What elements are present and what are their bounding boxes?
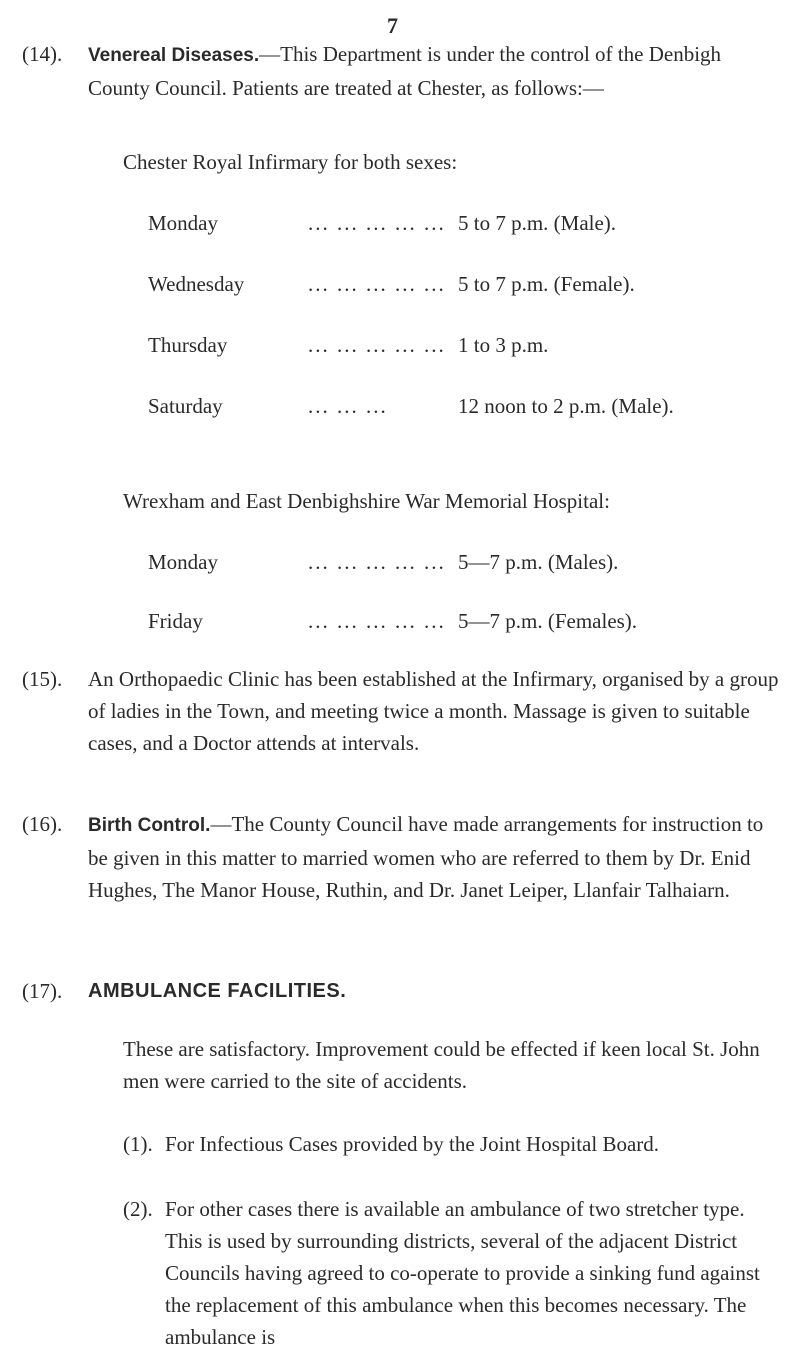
- section-number: (16).: [22, 812, 63, 836]
- leader-dots: ... ... ... ... ...: [308, 333, 446, 357]
- section-heading: Venereal Diseases.: [88, 45, 260, 66]
- schedule-row: [148, 546, 788, 578]
- item-number: (1).: [123, 1132, 153, 1156]
- schedule-time: 5—7 p.m. (Males).: [458, 550, 619, 574]
- section-16: [22, 808, 782, 906]
- page-number: 7: [387, 13, 398, 38]
- ambulance-intro: These are satisfactory. Improvement could be effected if keen local St. John men were carried to the site of accidents.: [123, 1037, 760, 1093]
- leader-dots: ... ... ... ... ...: [308, 272, 446, 296]
- schedule-day: Friday: [148, 609, 203, 633]
- schedule-time: 12 noon to 2 p.m. (Male).: [458, 394, 674, 418]
- item-text: For other cases there is available an ambulance of two stretcher type. This is used by surrounding districts, several of the adjacent District Councils having agreed to co-operate to provide a sinking fund against the replacement of this ambulance when this becomes necessary. The ambulance is: [165, 1197, 760, 1349]
- schedule-row: [148, 605, 788, 637]
- section-16-body: [88, 808, 782, 906]
- section-number: (17).: [22, 979, 63, 1003]
- schedule-row: [148, 329, 788, 361]
- schedule-row: [148, 207, 788, 239]
- section-number: (14).: [22, 42, 63, 66]
- schedule-time: 1 to 3 p.m.: [458, 333, 549, 357]
- section-15: [22, 663, 782, 759]
- list-item: [123, 1193, 783, 1353]
- wrexham-schedule-title: Wrexham and East Denbighshire War Memorial Hospital:: [123, 489, 610, 513]
- leader-dots: ... ... ... ... ...: [308, 550, 446, 574]
- section-text: —The County Council have made arrangements for instruction to be given in this matter to married women who are referred to them by Dr. Enid Hughes, The Manor House, Ruthin, and Dr. Janet Leiper, Llanfair Talhaiarn.: [88, 812, 764, 902]
- schedule-day: Wednesday: [148, 272, 245, 296]
- leader-dots: ... ... ... ... ...: [308, 211, 446, 235]
- schedule-time: 5—7 p.m. (Females).: [458, 609, 638, 633]
- schedule-day: Monday: [148, 550, 218, 574]
- section-number: (15).: [22, 667, 63, 691]
- section-14: [22, 38, 782, 104]
- schedule-day: Thursday: [148, 333, 228, 357]
- section-17: [22, 975, 782, 1007]
- item-text: For Infectious Cases provided by the Joint Hospital Board.: [165, 1132, 660, 1156]
- schedule-day: Saturday: [148, 394, 223, 418]
- list-item: [123, 1128, 783, 1160]
- section-heading: Birth Control.: [88, 815, 211, 836]
- chester-schedule-title: Chester Royal Infirmary for both sexes:: [123, 150, 458, 174]
- leader-dots: ... ... ... ... ...: [308, 609, 446, 633]
- section-text: An Orthopaedic Clinic has been established at the Infirmary, organised by a group of ladies in the Town, and meeting twice a month. Massage is given to suitable cases, and a Doctor attends at intervals.: [88, 667, 779, 755]
- schedule-row: [148, 268, 788, 300]
- leader-dots: ... ... ...: [308, 394, 388, 418]
- schedule-time: 5 to 7 p.m. (Male).: [458, 211, 617, 235]
- section-14-body: [88, 38, 782, 104]
- section-text: —This Department is under the control of the Denbigh County Council. Patients are treated at Chester, as follows:—: [88, 42, 722, 100]
- item-number: (2).: [123, 1197, 153, 1221]
- schedule-row: [148, 390, 788, 422]
- schedule-day: Monday: [148, 211, 218, 235]
- section-heading: AMBULANCE FACILITIES.: [88, 980, 347, 1002]
- schedule-time: 5 to 7 p.m. (Female).: [458, 272, 635, 296]
